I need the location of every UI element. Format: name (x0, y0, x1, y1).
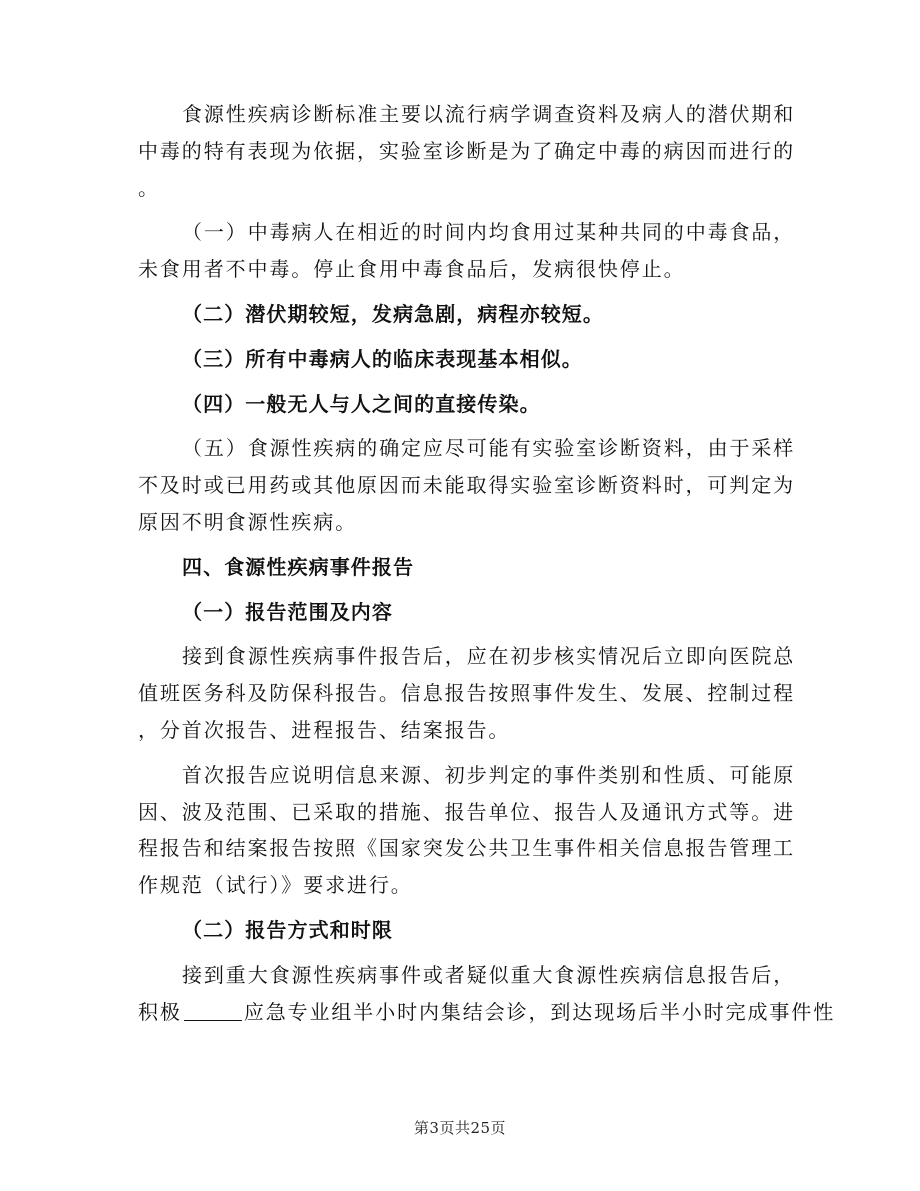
paragraph-fragment: 应急专业组半小时内集结会诊，到达现场后半小时完成事件性 (243, 999, 836, 1024)
section-heading: 四、食源性疾病事件报告 (182, 554, 415, 579)
bold-item: （三）所有中毒病人的临床表现基本相似。 (182, 346, 583, 371)
paragraph-line: 值班医务科及防保科报告。信息报告按照事件发生、发展、控制过程 (138, 681, 795, 706)
paragraph-line: 原因不明食源性疾病。 (138, 509, 357, 534)
document-body (138, 96, 836, 1030)
subsection-heading: （二）报告方式和时限 (182, 917, 393, 942)
subsection-heading: （一）报告范围及内容 (182, 599, 393, 624)
paragraph-line: 程报告和结案报告按照《国家突发公共卫生事件相关信息报告管理工 (138, 836, 795, 861)
paragraph-line: 接到重大食源性疾病事件或者疑似重大食源性疾病信息报告后， (182, 962, 796, 987)
bold-item: （二）潜伏期较短，发病急剧，病程亦较短。 (182, 301, 604, 326)
paragraph-line: 食源性疾病诊断标准主要以流行病学调查资料及病人的潜伏期和 (182, 102, 796, 126)
paragraph-line: 作规范（试行）》要求进行。 (138, 873, 413, 898)
bold-item: （四）一般无人与人之间的直接传染。 (182, 391, 541, 416)
paragraph-line (138, 994, 836, 1031)
fill-in-blank (184, 998, 242, 1021)
paragraph-line: 未食用者不中毒。停止食用中毒食品后，发病很快停止。 (138, 257, 686, 282)
paragraph-line: 首次报告应说明信息来源、初步判定的事件类别和性质、可能原 (182, 762, 796, 787)
paragraph-line: 不及时或已用药或其他原因而未能取得实验室诊断资料时，可判定为 (138, 473, 795, 498)
paragraph-line: （五）食源性疾病的确定应尽可能有实验室诊断资料，由于采样 (182, 436, 796, 461)
page-number: 第3页共25页 (413, 1119, 507, 1137)
paragraph-line: （一）中毒病人在相近的时间内均食用过某种共同的中毒食品， (182, 220, 796, 245)
paragraph-line: 因、波及范围、已采取的措施、报告单位、报告人及通讯方式等。进 (138, 799, 795, 824)
paragraph-line: 中毒的特有表现为依据，实验室诊断是为了确定中毒的病因而进行的 (138, 138, 795, 163)
paragraph-fragment: 积极 (138, 999, 182, 1024)
paragraph-line: 接到食源性疾病事件报告后，应在初步核实情况后立即向医院总 (182, 644, 796, 669)
paragraph-line: ，分首次报告、进程报告、结案报告。 (138, 717, 511, 742)
paragraph-line: 。 (138, 175, 160, 200)
